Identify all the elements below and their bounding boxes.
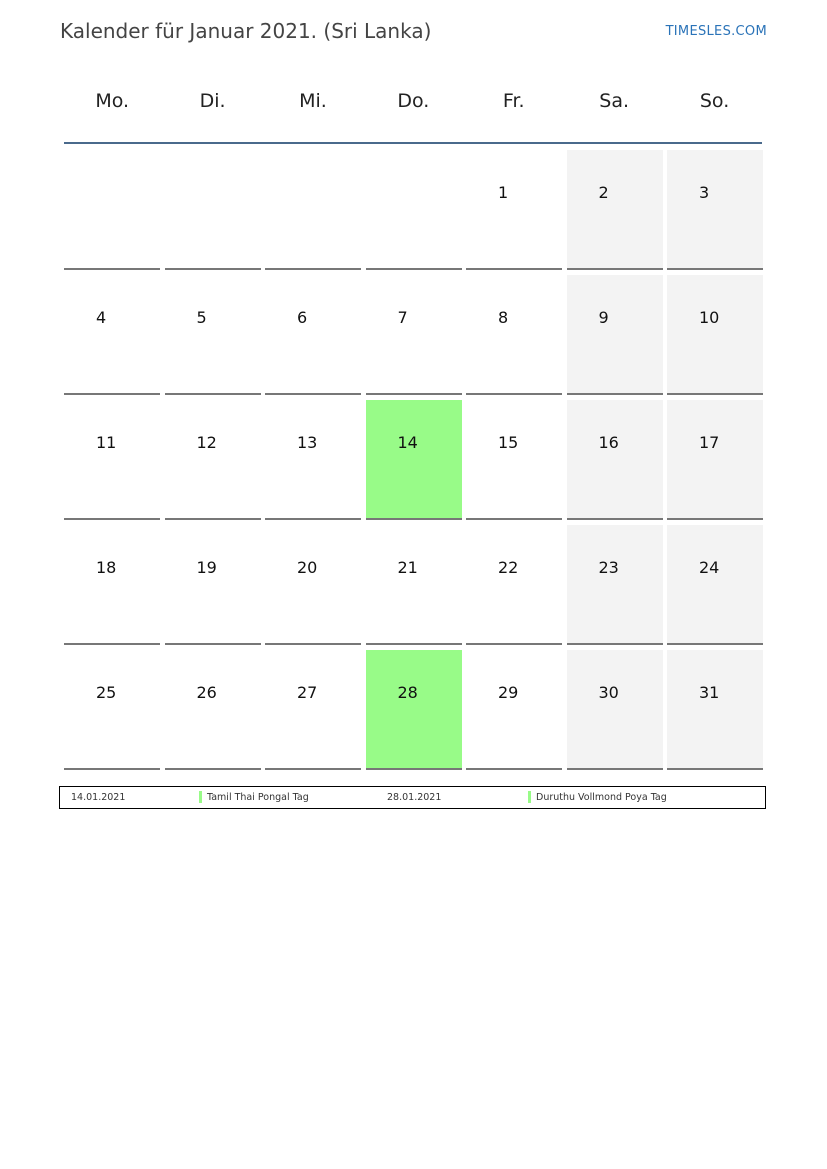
day-cell[interactable] xyxy=(64,525,160,645)
day-cell[interactable] xyxy=(64,400,160,520)
legend-color-swatch xyxy=(199,791,202,803)
day-cell[interactable] xyxy=(667,525,763,645)
legend-date: 14.01.2021 xyxy=(71,792,126,803)
week-row xyxy=(64,525,764,650)
day-number: 22 xyxy=(498,558,519,577)
day-number: 29 xyxy=(498,683,519,702)
day-number: 21 xyxy=(397,558,418,577)
day-number: 15 xyxy=(498,433,519,452)
day-cell[interactable] xyxy=(366,275,462,395)
day-cell[interactable] xyxy=(567,400,663,520)
day-number: 19 xyxy=(196,558,217,577)
empty-day-cell xyxy=(165,150,261,270)
weekday-di: Di. xyxy=(199,90,226,112)
day-number: 12 xyxy=(196,433,217,452)
day-number: 4 xyxy=(96,308,107,327)
day-number: 28 xyxy=(397,683,418,702)
legend-holiday-name: Duruthu Vollmond Poya Tag xyxy=(536,792,667,803)
day-number: 17 xyxy=(699,433,720,452)
day-cell[interactable] xyxy=(466,400,562,520)
day-cell[interactable] xyxy=(567,650,663,770)
day-number: 3 xyxy=(699,183,710,202)
day-number: 11 xyxy=(96,433,117,452)
week-row xyxy=(64,150,764,275)
empty-day-cell xyxy=(366,150,462,270)
page-title: Kalender für Januar 2021. (Sri Lanka) xyxy=(60,19,432,43)
day-number: 23 xyxy=(598,558,619,577)
empty-day-cell xyxy=(64,150,160,270)
day-number: 24 xyxy=(699,558,720,577)
day-number: 2 xyxy=(598,183,609,202)
day-cell[interactable] xyxy=(265,525,361,645)
empty-day-cell xyxy=(265,150,361,270)
day-cell[interactable] xyxy=(64,275,160,395)
day-number: 26 xyxy=(196,683,217,702)
weekday-do: Do. xyxy=(397,90,430,112)
day-number: 13 xyxy=(297,433,318,452)
week-row xyxy=(64,400,764,525)
day-cell[interactable] xyxy=(667,650,763,770)
day-cell[interactable] xyxy=(366,400,462,520)
day-cell[interactable] xyxy=(165,650,261,770)
day-number: 1 xyxy=(498,183,509,202)
day-cell[interactable] xyxy=(366,525,462,645)
calendar-grid xyxy=(64,150,764,775)
weekday-mi: Mi. xyxy=(299,90,327,112)
day-number: 18 xyxy=(96,558,117,577)
day-cell[interactable] xyxy=(466,650,562,770)
day-cell[interactable] xyxy=(567,525,663,645)
day-cell[interactable] xyxy=(567,150,663,270)
legend-color-swatch xyxy=(528,791,531,803)
day-cell[interactable] xyxy=(64,650,160,770)
header-divider xyxy=(64,142,762,144)
day-number: 8 xyxy=(498,308,509,327)
day-number: 5 xyxy=(196,308,207,327)
day-number: 16 xyxy=(598,433,619,452)
weekday-header xyxy=(62,90,765,112)
day-cell[interactable] xyxy=(567,275,663,395)
weekday-fr: Fr. xyxy=(502,90,525,112)
weekday-mo: Mo. xyxy=(95,90,130,112)
day-number: 9 xyxy=(598,308,609,327)
day-cell[interactable] xyxy=(466,150,562,270)
day-number: 7 xyxy=(397,308,408,327)
day-number: 30 xyxy=(598,683,619,702)
day-cell[interactable] xyxy=(165,275,261,395)
legend-date: 28.01.2021 xyxy=(387,792,442,803)
weekday-so: So. xyxy=(699,90,730,112)
day-cell[interactable] xyxy=(165,525,261,645)
holiday-legend xyxy=(59,786,766,809)
day-cell[interactable] xyxy=(265,275,361,395)
weekday-sa: Sa. xyxy=(599,90,630,112)
day-cell[interactable] xyxy=(667,275,763,395)
day-cell[interactable] xyxy=(466,525,562,645)
week-row xyxy=(64,650,764,775)
week-row xyxy=(64,275,764,400)
brand-link[interactable]: TIMESLES.COM xyxy=(665,24,767,39)
day-cell[interactable] xyxy=(165,400,261,520)
day-number: 20 xyxy=(297,558,318,577)
day-cell[interactable] xyxy=(667,400,763,520)
day-number: 27 xyxy=(297,683,318,702)
day-cell[interactable] xyxy=(265,650,361,770)
day-number: 31 xyxy=(699,683,720,702)
day-number: 14 xyxy=(397,433,418,452)
day-cell[interactable] xyxy=(265,400,361,520)
day-cell[interactable] xyxy=(366,650,462,770)
day-number: 10 xyxy=(699,308,720,327)
day-cell[interactable] xyxy=(466,275,562,395)
day-cell[interactable] xyxy=(667,150,763,270)
day-number: 25 xyxy=(96,683,117,702)
legend-holiday-name: Tamil Thai Pongal Tag xyxy=(207,792,309,803)
day-number: 6 xyxy=(297,308,308,327)
